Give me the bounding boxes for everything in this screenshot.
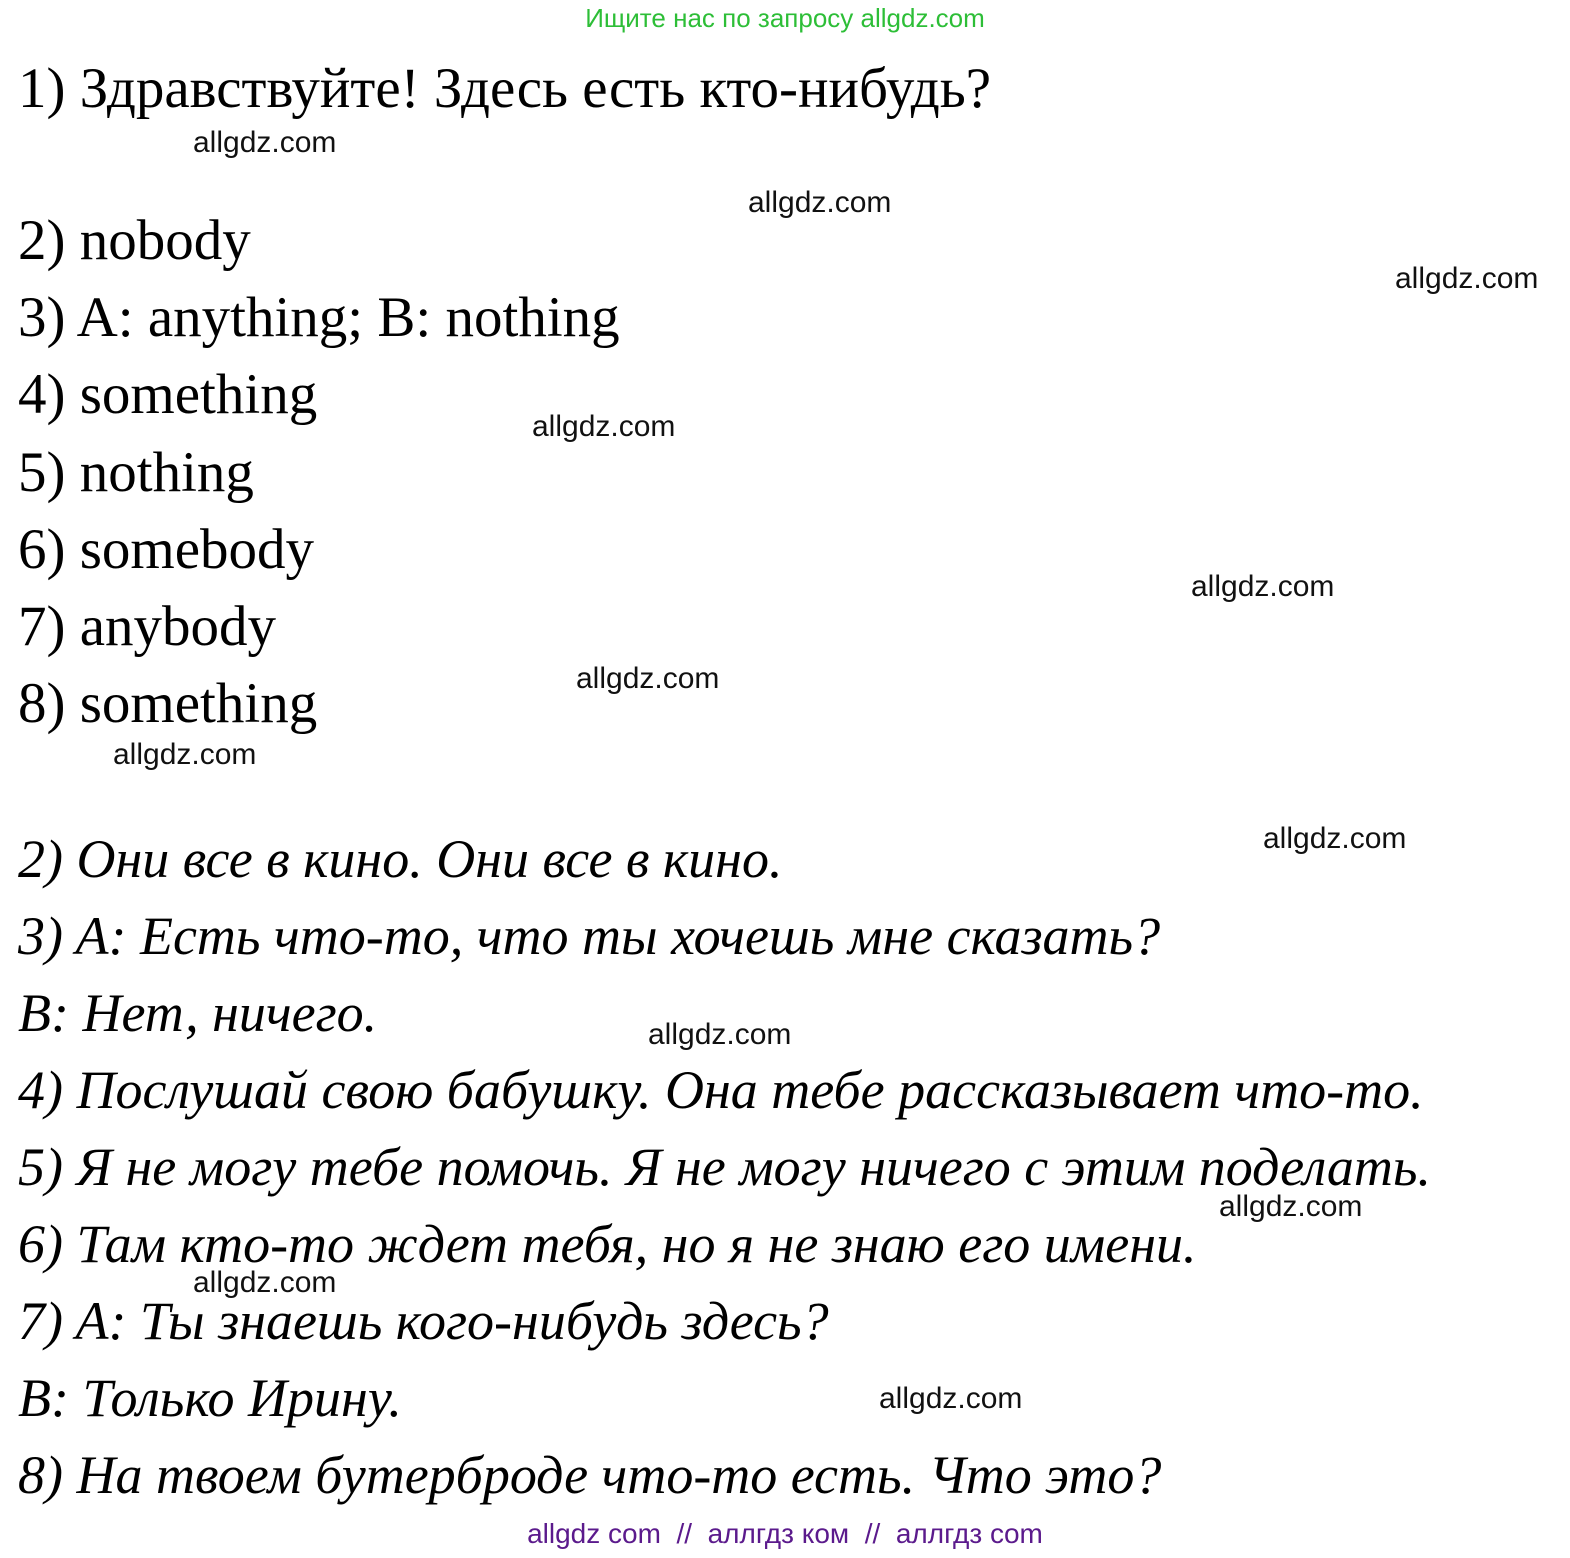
answer-line: 7) anybody bbox=[18, 595, 277, 658]
translation-line: B: Только Ирину. bbox=[18, 1368, 402, 1428]
watermark: allgdz.com bbox=[879, 1382, 1023, 1415]
watermark: allgdz.com bbox=[1395, 262, 1539, 295]
translation-line: 2) Они все в кино. Они все в кино. bbox=[18, 829, 783, 889]
answer-line: 2) nobody bbox=[18, 209, 251, 272]
answer-line: 8) something bbox=[18, 672, 318, 735]
translation-line: 5) Я не могу тебе помочь. Я не могу ничего с этим поделать. bbox=[18, 1137, 1431, 1197]
answer-line: 1) Здравствуйте! Здесь есть кто-нибудь? bbox=[18, 57, 992, 120]
translation-line: 8) На твоем бутерброде что-то есть. Что это? bbox=[18, 1445, 1162, 1505]
answer-line: 4) something bbox=[18, 363, 318, 426]
answer-line: 3) A: anything; B: nothing bbox=[18, 286, 620, 349]
watermark: allgdz.com bbox=[748, 186, 892, 219]
answer-line: 6) somebody bbox=[18, 518, 315, 581]
watermark: allgdz.com bbox=[193, 126, 337, 159]
footer-banner: allgdz com // аллгдз ком // аллгдз com bbox=[527, 1518, 1043, 1549]
top-banner: Ищите нас по запросу allgdz.com bbox=[585, 3, 985, 33]
translation-line: 7) A: Ты знаешь кого-нибудь здесь? bbox=[18, 1291, 829, 1351]
translation-line: B: Нет, ничего. bbox=[18, 983, 378, 1043]
translation-line: 6) Там кто-то ждет тебя, но я не знаю его имени. bbox=[18, 1214, 1197, 1274]
watermark: allgdz.com bbox=[532, 410, 676, 443]
answer-line: 5) nothing bbox=[18, 441, 254, 504]
watermark: allgdz.com bbox=[193, 1266, 337, 1299]
watermark: allgdz.com bbox=[1263, 822, 1407, 855]
watermark: allgdz.com bbox=[1219, 1190, 1363, 1223]
translation-line: 3) A: Есть что-то, что ты хочешь мне сказать? bbox=[18, 906, 1161, 966]
watermark: allgdz.com bbox=[113, 738, 257, 771]
watermark: allgdz.com bbox=[1191, 570, 1335, 603]
watermark: allgdz.com bbox=[648, 1018, 792, 1051]
watermark: allgdz.com bbox=[576, 662, 720, 695]
translation-line: 4) Послушай свою бабушку. Она тебе рассказывает что-то. bbox=[18, 1060, 1424, 1120]
